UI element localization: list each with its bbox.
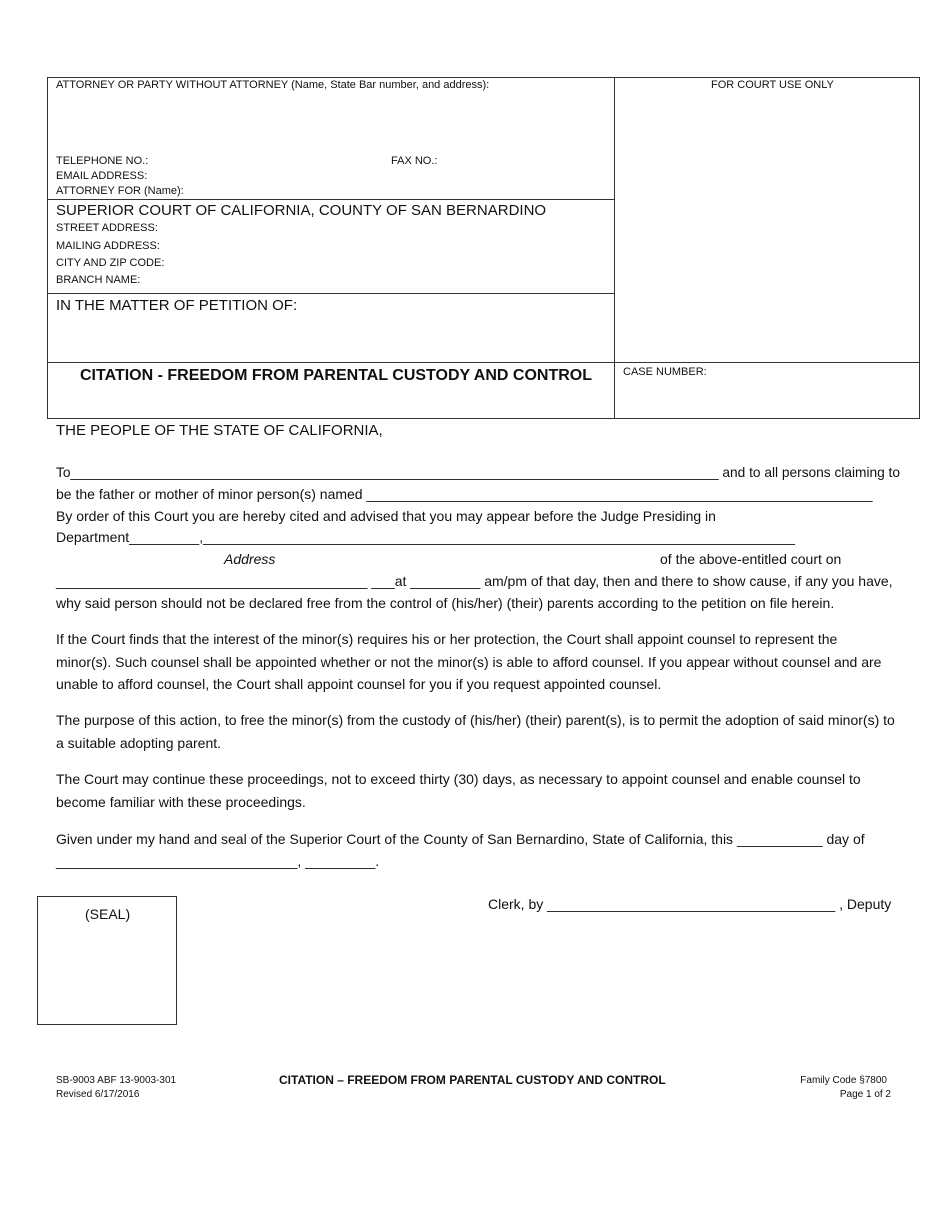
at-line: ________________________________________ ___at _________ am/pm of that day, then and there to show cause, if any you have,	[56, 573, 893, 589]
caption-divider	[614, 77, 615, 419]
telephone-label: TELEPHONE NO.:	[56, 155, 149, 167]
footer-revised: Revised 6/17/2016	[56, 1089, 140, 1100]
footer-title: CITATION – FREEDOM FROM PARENTAL CUSTODY AND CONTROL	[279, 1073, 666, 1087]
attorney-for-label: ATTORNEY FOR (Name):	[56, 185, 184, 197]
footer-form-code: SB-9003 ABF 13-9003-301	[56, 1075, 177, 1086]
title-section-divider	[47, 362, 920, 363]
address-label: Address	[224, 551, 276, 567]
why-line: why said person should not be declared free from the control of (his/her) (their) parents according to the petition on file herein.	[56, 595, 835, 611]
court-section-divider	[47, 293, 615, 294]
attorney-label: ATTORNEY OR PARTY WITHOUT ATTORNEY (Name, State Bar number, and address):	[56, 79, 490, 91]
purpose-paragraph: The purpose of this action, to free the minor(s) from the custody of (his/her) (their) parent(s), is to permit the adoption of said minor(s) to a suitable adopting parent.	[56, 712, 895, 751]
court-on-text: of the above-entitled court on	[660, 551, 842, 567]
father-line: be the father or mother of minor person(s) named _________________________________________________________________	[56, 486, 873, 502]
case-number-label: CASE NUMBER:	[623, 366, 707, 378]
attorney-section-divider	[47, 199, 615, 200]
street-address-label: STREET ADDRESS:	[56, 222, 158, 234]
branch-name-label: BRANCH NAME:	[56, 274, 141, 286]
people-line: THE PEOPLE OF THE STATE OF CALIFORNIA,	[56, 422, 383, 439]
department-line: Department_________,____________________________________________________________________________	[56, 529, 795, 545]
order-line: By order of this Court you are hereby cited and advised that you may appear before the Judge Presiding in	[56, 508, 716, 524]
date-line: _______________________________, _________.	[56, 853, 380, 869]
counsel-paragraph: If the Court finds that the interest of the minor(s) requires his or her protection, the Court shall appoint counsel to represent the minor(s). Such counsel shall be appointed whether or not the minor(s) is able to afford counsel. If you appear without counsel and are unable to afford counsel, the Court shall appoint counsel for you if you request appointed counsel.	[56, 631, 882, 692]
matter-label: IN THE MATTER OF PETITION OF:	[56, 297, 298, 314]
court-name: SUPERIOR COURT OF CALIFORNIA, COUNTY OF SAN BERNARDINO	[56, 202, 547, 219]
court-use-label: FOR COURT USE ONLY	[711, 79, 834, 91]
continue-paragraph: The Court may continue these proceedings, not to exceed thirty (30) days, as necessary to appoint counsel and enable counsel to become familiar with these proceedings.	[56, 771, 861, 810]
to-line: To_____________________________________________________________________________________ and to all persons claiming to	[56, 464, 900, 480]
clerk-line: Clerk, by _____________________________________ , Deputy	[488, 896, 892, 912]
fax-label: FAX NO.:	[391, 155, 438, 167]
email-label: EMAIL ADDRESS:	[56, 170, 148, 182]
mailing-address-label: MAILING ADDRESS:	[56, 240, 160, 252]
seal-label: (SEAL)	[85, 906, 131, 922]
form-title: CITATION - FREEDOM FROM PARENTAL CUSTODY AND CONTROL	[80, 367, 592, 384]
given-line: Given under my hand and seal of the Superior Court of the County of San Bernardino, State of California, this ___________ day of	[56, 831, 865, 847]
city-zip-label: CITY AND ZIP CODE:	[56, 257, 165, 269]
footer-family-code: Family Code §7800	[800, 1075, 887, 1086]
footer-page: Page 1 of 2	[839, 1089, 891, 1100]
